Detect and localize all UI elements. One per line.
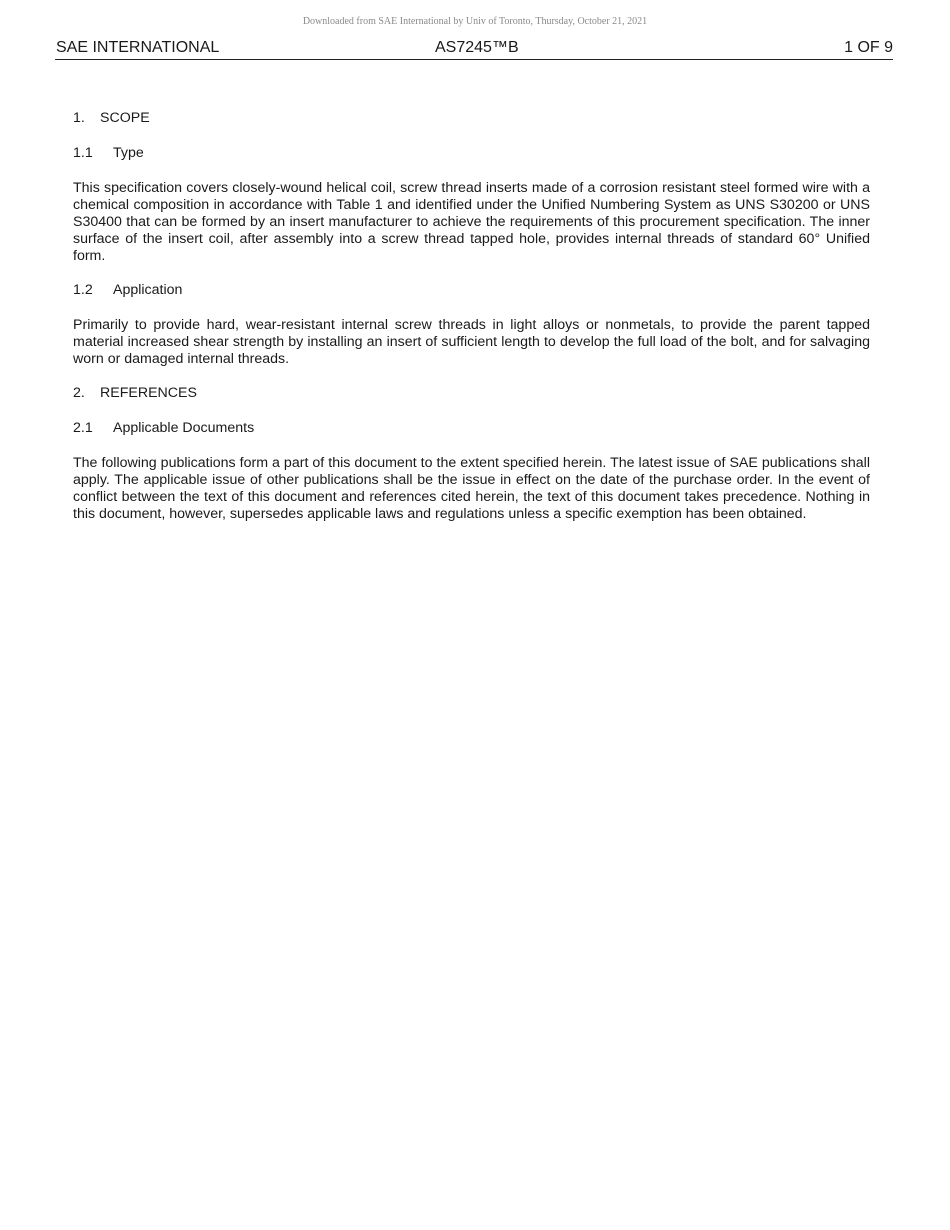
section-heading-references: [73, 385, 870, 402]
section-heading-scope: [73, 110, 870, 127]
section-number: 1.1: [73, 145, 93, 161]
paragraph-type: This specification covers closely-wound helical coil, screw thread inserts made of a corrosion resistant steel formed wire with a chemical composition in accordance with Table 1 and identified under the Unified Numbering System as UNS S30200 or UNS S30400 that can be formed by an insert manufacturer to achieve the requirements of this procurement specification. The inner surface of the insert coil, after assembly into a screw thread tapped hole, provides internal threads of standard 60° Unified form.: [73, 180, 870, 264]
section-title: Type: [113, 145, 144, 161]
subsection-heading-applicable-documents: [73, 420, 870, 437]
section-number: 2.1: [73, 420, 93, 436]
section-title: Application: [113, 282, 183, 298]
section-title: REFERENCES: [100, 385, 197, 401]
section-title: Applicable Documents: [113, 420, 255, 436]
subsection-heading-type: [73, 145, 870, 162]
section-number: 1.2: [73, 282, 93, 298]
paragraph-application: Primarily to provide hard, wear-resistant internal screw threads in light alloys or nonmetals, to provide the parent tapped material increased shear strength by installing an insert of sufficient length to develop the full load of the bolt, and for salvaging worn or damaged internal threads.: [73, 317, 870, 367]
document-body: [73, 110, 870, 540]
subsection-heading-application: [73, 282, 870, 299]
section-number: 1.: [73, 110, 85, 126]
page-header: [55, 37, 893, 60]
paragraph-applicable-documents: The following publications form a part of this document to the extent specified herein. The latest issue of SAE publications shall apply. The applicable issue of other publications shall be the issue in effect on the date of the purchase order. In the event of conflict between the text of this document and references cited herein, the text of this document takes precedence. Nothing in this document, however, supersedes applicable laws and regulations unless a specific exemption has been obtained.: [73, 455, 870, 522]
publisher-name: SAE INTERNATIONAL: [56, 39, 220, 56]
download-watermark: Downloaded from SAE International by Univ of Toronto, Thursday, October 21, 2021: [302, 16, 648, 27]
section-number: 2.: [73, 385, 85, 401]
document-number: AS7245™B: [435, 39, 519, 56]
page-number: 1 OF 9: [844, 39, 893, 56]
section-title: SCOPE: [100, 110, 150, 126]
